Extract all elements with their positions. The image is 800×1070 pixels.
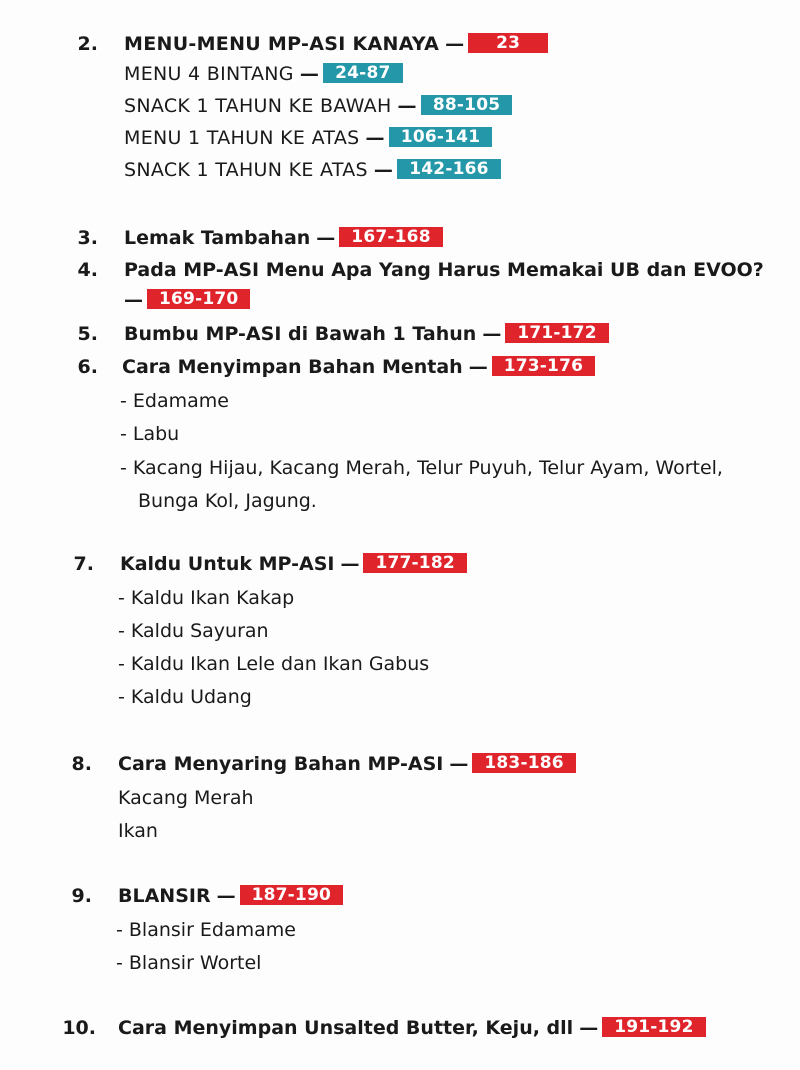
list-item: - Kaldu Ikan Lele dan Ikan Gabus	[118, 653, 430, 675]
list-item: - Kacang Hijau, Kacang Merah, Telur Puyuh, Telur Ayam, Wortel,	[120, 457, 723, 479]
toc-entry: Cara Menyimpan Unsalted Butter, Keju, dll — 191-192	[118, 1016, 706, 1040]
toc-entry: Lemak Tambahan — 167-168	[124, 226, 443, 250]
list-item: - Kaldu Udang	[118, 686, 252, 708]
list-item: Bunga Kol, Jagung.	[138, 490, 317, 512]
entry-title: Cara Menyimpan Bahan Mentah	[122, 356, 463, 378]
subentry-label: SNACK 1 TAHUN KE ATAS	[124, 159, 368, 181]
page-badge: 171-172	[505, 323, 608, 343]
subentry-label: MENU 1 TAHUN KE ATAS	[124, 127, 360, 149]
page-badge: 23	[468, 33, 548, 53]
subentry-label: SNACK 1 TAHUN KE BAWAH	[124, 95, 392, 117]
page-badge: 106-141	[389, 127, 492, 147]
entry-title: BLANSIR	[118, 885, 211, 907]
entry-title: Cara Menyimpan Unsalted Butter, Keju, dll	[118, 1017, 574, 1039]
toc-entry: Bumbu MP-ASI di Bawah 1 Tahun — 171-172	[124, 322, 609, 346]
entry-title: Lemak Tambahan	[124, 227, 311, 249]
page-badge: 173-176	[492, 356, 595, 376]
list-item: - Blansir Edamame	[116, 919, 296, 941]
toc-entry: Kaldu Untuk MP-ASI — 177-182	[120, 552, 467, 576]
toc-subentry: SNACK 1 TAHUN KE ATAS — 142-166	[124, 158, 501, 182]
item-number: 5.	[77, 323, 98, 345]
page-badge: 177-182	[363, 553, 466, 573]
entry-title: Cara Menyaring Bahan MP-ASI	[118, 753, 444, 775]
entry-title: Kaldu Untuk MP-ASI	[120, 553, 335, 575]
list-item: - Kaldu Sayuran	[118, 620, 269, 642]
item-number: 4.	[77, 259, 98, 281]
page-badge: 187-190	[240, 885, 343, 905]
item-number: 6.	[77, 356, 98, 378]
list-item: - Kaldu Ikan Kakap	[118, 587, 295, 609]
entry-title: Bumbu MP-ASI di Bawah 1 Tahun	[124, 323, 477, 345]
entry-title: Pada MP-ASI Menu Apa Yang Harus Memakai UB dan EVOO?	[124, 259, 764, 281]
list-item: Ikan	[118, 820, 158, 842]
page-badge: 88-105	[421, 95, 512, 115]
page-badge: 191-192	[602, 1017, 705, 1037]
entry-title: MENU-MENU MP-ASI KANAYA	[124, 33, 440, 55]
toc-entry: Cara Menyaring Bahan MP-ASI — 183-186	[118, 752, 576, 776]
item-number: 10.	[62, 1017, 96, 1039]
page-badge: 183-186	[472, 753, 575, 773]
page-badge: 24-87	[323, 63, 402, 83]
list-item: - Edamame	[120, 390, 229, 412]
item-number: 7.	[73, 553, 94, 575]
list-item: Kacang Merah	[118, 787, 254, 809]
toc-entry: Cara Menyimpan Bahan Mentah — 173-176	[122, 355, 595, 379]
list-item: - Labu	[120, 423, 180, 445]
item-number: 3.	[77, 227, 98, 249]
list-item: - Blansir Wortel	[116, 952, 262, 974]
page-badge: 169-170	[147, 289, 250, 309]
subentry-label: MENU 4 BINTANG	[124, 63, 294, 85]
toc-entry-continuation: — 169-170	[124, 288, 250, 312]
page-badge: 167-168	[339, 227, 442, 247]
page-badge: 142-166	[397, 159, 500, 179]
item-number: 9.	[71, 885, 92, 907]
item-number: 2.	[77, 33, 98, 55]
toc-entry: BLANSIR — 187-190	[118, 884, 343, 908]
toc-subentry: MENU 4 BINTANG — 24-87	[124, 62, 403, 86]
toc-entry	[124, 258, 764, 282]
toc-subentry: SNACK 1 TAHUN KE BAWAH — 88-105	[124, 94, 512, 118]
toc-subentry: MENU 1 TAHUN KE ATAS — 106-141	[124, 126, 492, 150]
toc-entry: MENU-MENU MP-ASI KANAYA — 23	[124, 32, 548, 56]
item-number: 8.	[71, 753, 92, 775]
